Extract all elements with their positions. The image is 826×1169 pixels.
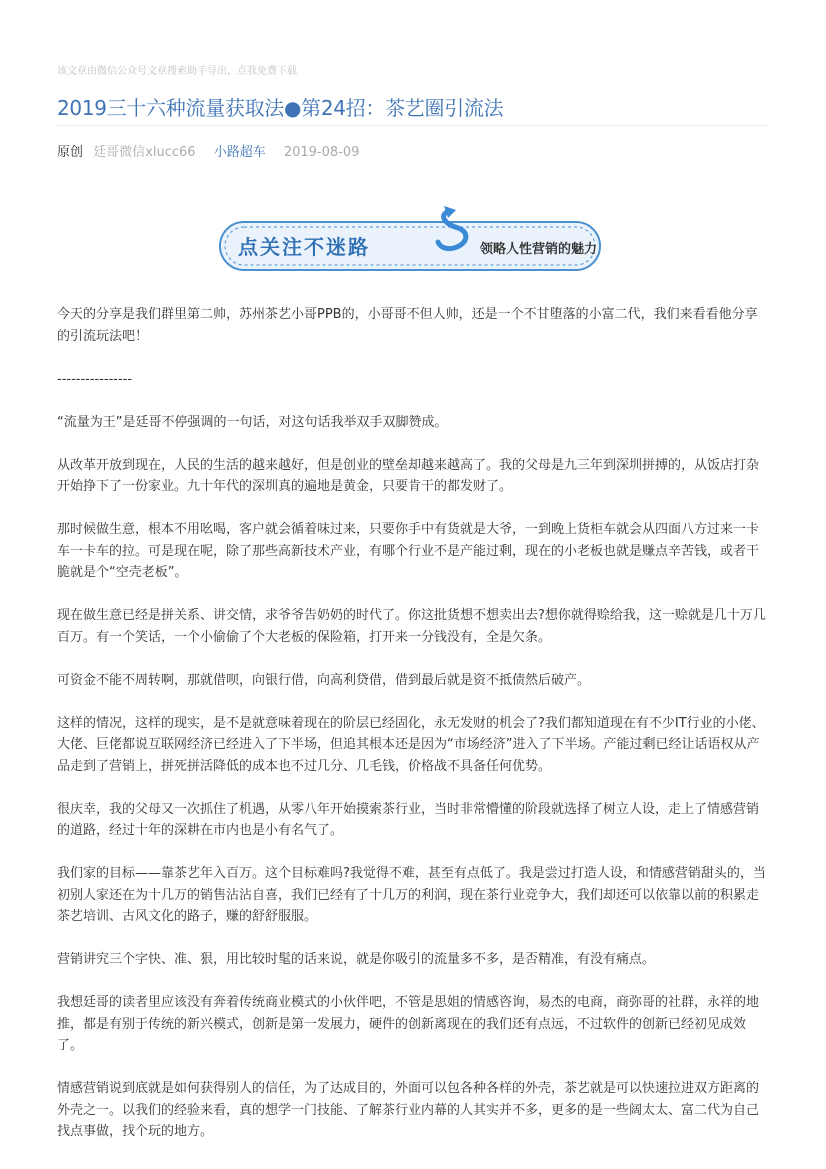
paragraph: “流量为王”是廷哥不停强调的一句话，对这句话我举双手双脚赞成。	[57, 414, 448, 430]
paragraph: 我想廷哥的读者里应该没有奔着传统商业模式的小伙伴吧，不管是思姐的情感咨询，易杰的电商，商弥哥的社群，永祥的地推，都是有别于传统的新兴模式，创新是第一发展力，硬件的创新离现在的我们还有点远，不过软件的创新已经初见成效了。	[57, 995, 760, 1053]
paragraph: 现在做生意已经是拼关系、讲交情，求爷爷告奶奶的时代了。你这批货想不想卖出去?想你就得赊给我，这一赊就是几十万几百万。有一个笑话，一个小偷偷了个大老板的保险箱，打开来一分钱没有，全是欠条。	[57, 608, 766, 645]
author-name: 廷哥微信xlucc66	[93, 145, 196, 160]
article-title: 2019三十六种流量获取法●第24招：茶艺圈引流法	[57, 96, 504, 120]
paragraph: 这样的情况，这样的现实，是不是就意味着现在的阶层已经固化，永无发财的机会了?我们都知道现在有不少IT行业的小佬、大佬、巨佬都说互联网经济已经进入了下半场，但追其根本还是因为“市场经济”进入了下半场。产能过剩已经让话语权从产品走到了营销上，拼死拼活降低的成本也不过几分、几毛钱，价格战不具备任何优势。	[57, 715, 765, 774]
banner-left-text: 点关注不迷路	[238, 235, 370, 259]
title-divider	[57, 125, 769, 126]
paragraph: 今天的分享是我们群里第二帅，苏州茶艺小哥PPB的，小哥哥不但人帅，还是一个不甘堕落的小富二代，我们来看看他分享的引流玩法吧！	[57, 307, 758, 344]
export-notice-link[interactable]: 该文章由微信公众号文章搜索助手导出，点我免费下载	[57, 66, 297, 77]
paragraph: 从改革开放到现在，人民的生活的越来越好，但是创业的壁垒却越来越高了。我的父母是九三年到深圳拼搏的，从饭店打杂开始挣下了一份家业。九十年代的深圳真的遍地是黄金，只要肯干的都发财了。	[57, 457, 760, 494]
paragraph: 可资金不能不周转啊，那就借呗，向银行借，向高利贷借，借到最后就是资不抵债然后破产。	[57, 672, 591, 688]
account-link[interactable]: 小路超车	[213, 145, 266, 160]
separator-line: ----------------	[57, 371, 133, 387]
article-meta	[57, 141, 359, 160]
paragraph: 很庆幸，我的父母又一次抓住了机遇，从零八年开始摸索茶行业，当时非常懵懂的阶段就选择了树立人设，走上了情感营销的道路，经过十年的深耕在市内也是小有名气了。	[57, 801, 760, 838]
article-body	[57, 304, 769, 1164]
banner-right-text: 领略人性营销的魅力	[480, 242, 598, 257]
paragraph: 那时候做生意，根本不用吆喝，客户就会循着味过来，只要你手中有货就是大爷，一到晚上货柜车就会从四面八方过来一卡车一卡车的拉。可是现在呢，除了那些高新技术产业，有哪个行业不是产能过剩，现在的小老板也就是赚点辛苦钱，或者干脆就是个“空壳老板”。	[57, 522, 760, 580]
paragraph: 营销讲究三个字快、准、狠，用比较时髦的话来说，就是你吸引的流量多不多，是否精准，有没有痛点。	[57, 952, 656, 967]
follow-banner	[218, 204, 602, 274]
publish-date: 2019-08-09	[283, 145, 360, 160]
original-tag: 原创	[57, 145, 84, 160]
paragraph: 情感营销说到底就是如何获得别人的信任，为了达成目的，外面可以包各种各样的外壳，茶艺就是可以快速拉进双方距离的外壳之一。以我们的经验来看，真的想学一门技能、了解茶行业内幕的人其实并不多，更多的是一些阔太太、富二代为自己找点事做，找个玩的地方。	[57, 1081, 760, 1139]
paragraph: 我们家的目标——靠茶艺年入百万。这个目标难吗?我觉得不难，甚至有点低了。我是尝过打造人设，和情感营销甜头的，当初别人家还在为十几万的销售沾沾自喜，我们已经有了十几万的利润，现在茶行业竞争大，我们却还可以依靠以前的积累走茶艺培训、古风文化的路子，赚的舒舒服服。	[57, 866, 766, 924]
